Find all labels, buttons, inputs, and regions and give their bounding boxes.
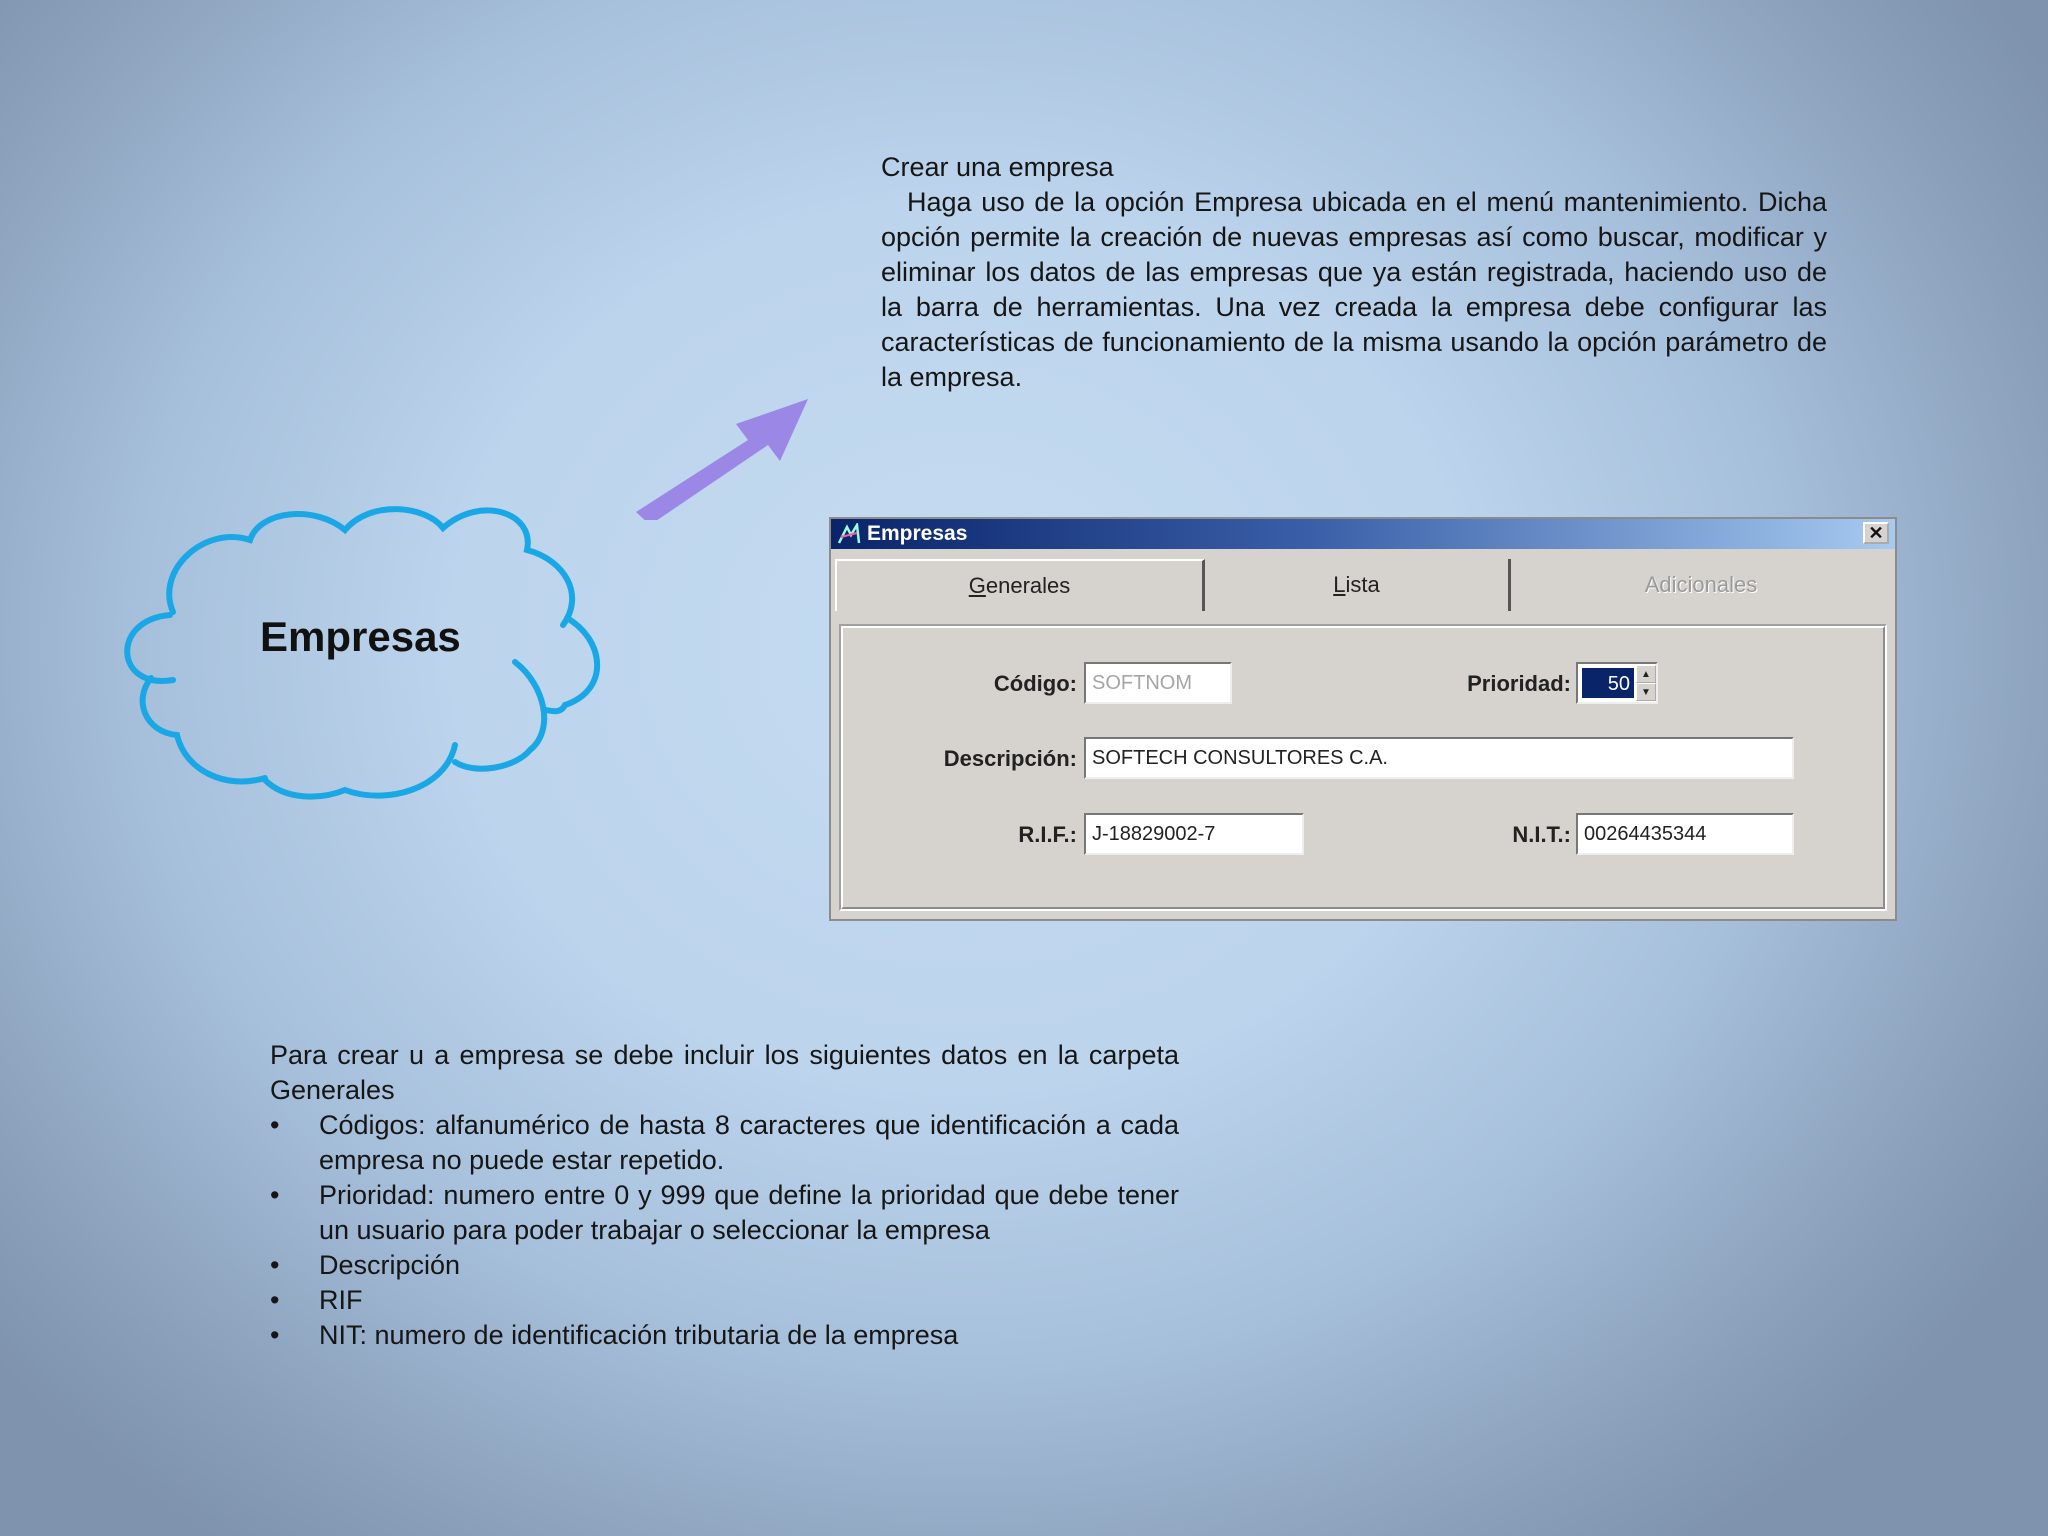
list-item-text: NIT: numero de identificación tributaria de la empresa [319, 1320, 959, 1350]
close-icon: ✕ [1868, 523, 1884, 543]
bullet-icon: • [270, 1110, 280, 1140]
tab-lista[interactable] [1205, 559, 1511, 611]
descripcion-label: Descripción: [943, 746, 1077, 771]
intro-text-block [881, 150, 1827, 395]
window-title: Empresas [867, 522, 968, 545]
rif-label: R.I.F.: [1018, 822, 1077, 847]
app-icon [837, 523, 861, 545]
list-item [270, 1108, 1179, 1178]
descripcion-field[interactable]: SOFTECH CONSULTORES C.A. [1084, 737, 1794, 779]
empresas-window [829, 517, 1897, 921]
intro-body: Haga uso de la opción Empresa ubicada en el menú mantenimiento. Dicha opción permite la creación de nuevas empresas así como buscar, modificar y eliminar los datos de las empresas que ya están registrada, haciendo uso de la barra de herramientas. Una vez creada la empresa debe configurar las características de funcionamiento de la misma usando la opción parámetro de la empresa. [881, 187, 1827, 392]
codigo-label: Código: [993, 671, 1077, 696]
list-item [270, 1248, 1179, 1283]
tab-adicionales-label: Adicionales [1644, 572, 1758, 597]
cloud-shape [115, 500, 625, 810]
tab-generales-label: enerales [985, 573, 1071, 598]
codigo-field[interactable]: SOFTNOM [1084, 662, 1232, 704]
list-item [270, 1318, 1179, 1353]
list-item-text: Descripción [319, 1250, 461, 1280]
list-item-text: RIF [319, 1285, 363, 1315]
nit-label: N.I.T.: [1512, 822, 1571, 847]
tab-generales-accel: G [968, 573, 986, 598]
tab-generales[interactable] [835, 559, 1205, 611]
cloud-label: Empresas [260, 613, 461, 660]
list-item [270, 1178, 1179, 1248]
bullet-icon: • [270, 1250, 280, 1280]
prioridad-stepper[interactable] [1576, 662, 1658, 704]
prioridad-label: Prioridad: [1467, 671, 1571, 696]
spin-up-icon[interactable]: ▲ [1636, 665, 1656, 683]
list-item [270, 1283, 1179, 1318]
tab-strip [835, 559, 1891, 611]
prioridad-spin-buttons[interactable] [1636, 665, 1656, 701]
nit-field[interactable]: 00264435344 [1576, 813, 1794, 855]
list-item-text: Códigos: alfanumérico de hasta 8 caracteres que identificación a cada empresa no puede estar repetido. [319, 1110, 1179, 1175]
rif-field[interactable]: J-18829002-7 [1084, 813, 1304, 855]
tab-lista-accel: L [1333, 572, 1346, 597]
prioridad-value: 50 [1582, 668, 1634, 698]
bullet-icon: • [270, 1320, 280, 1350]
spin-down-icon[interactable]: ▼ [1636, 683, 1656, 701]
requirements-list [270, 1108, 1179, 1353]
bullet-icon: • [270, 1285, 280, 1315]
window-titlebar[interactable] [831, 519, 1895, 549]
tab-adicionales[interactable] [1511, 559, 1891, 611]
requirements-intro: Para crear u a empresa se debe incluir los siguientes datos en la carpeta Generales [270, 1040, 1179, 1105]
requirements-block [270, 1038, 1179, 1353]
intro-heading: Crear una empresa [881, 152, 1114, 182]
arrow-graphic [630, 395, 820, 520]
close-button[interactable] [1863, 522, 1889, 544]
bullet-icon: • [270, 1180, 280, 1210]
list-item-text: Prioridad: numero entre 0 y 999 que define la prioridad que debe tener un usuario para poder trabajar o seleccionar la empresa [319, 1180, 1179, 1245]
tab-lista-label: ista [1345, 572, 1380, 597]
generales-panel [839, 624, 1887, 911]
